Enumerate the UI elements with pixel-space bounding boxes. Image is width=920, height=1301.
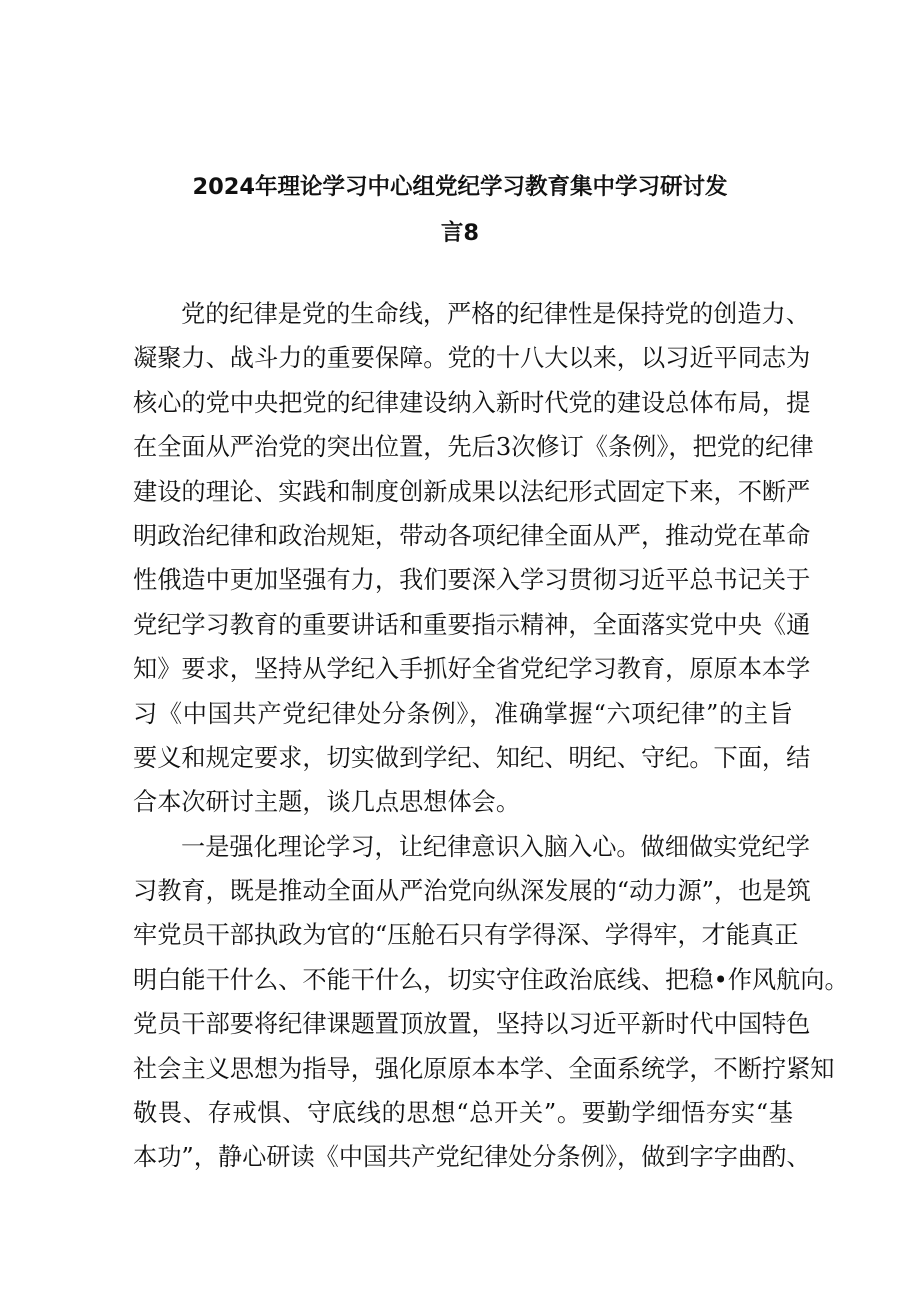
paragraph-line: 性俄造中更加坚强有力，我们要深入学习贯彻习近平总书记关于 xyxy=(133,566,811,595)
paragraph-line: 党的纪律是党的生命线，严格的纪律性是保持党的创造力、 xyxy=(181,300,810,328)
document-title-line-2: 言8 xyxy=(440,220,480,246)
paragraph-line: 凝聚力、战斗力的重要保障。党的十八大以来，以习近平同志为 xyxy=(133,344,811,373)
paragraph-line: 核心的党中央把党的纪律建设纳入新时代党的建设总体布局，提 xyxy=(133,388,811,417)
document-title-line-1: 2024年理论学习中心组党纪学习教育集中学习研讨发 xyxy=(192,174,728,200)
paragraph-line: 敬畏、存戒惧、守底线的思想“总开关”。要勤学细悟夯实“基 xyxy=(133,1099,793,1128)
paragraph-line: 建设的理论、实践和制度创新成果以法纪形式固定下来，不断严 xyxy=(133,477,811,506)
paragraph xyxy=(133,292,814,825)
paragraph-line: 合本次研讨主题，谈几点思想体会。 xyxy=(133,788,521,817)
paragraph-line: 社会主义思想为指导，强化原原本本学、全面系统学，不断拧紧知 xyxy=(133,1054,835,1083)
paragraph-line: 要义和规定要求，切实做到学纪、知纪、明纪、守纪。下面，结 xyxy=(133,743,811,772)
paragraph-line: 党纪学习教育的重要讲话和重要指示精神，全面落实党中央《通 xyxy=(133,610,811,639)
paragraph-line: 明白能干什么、不能干什么，切实守住政治底线、把稳•作风航向。 xyxy=(133,965,849,994)
paragraph-line: 知》要求，坚持从学纪入手抓好全省党纪学习教育，原原本本学 xyxy=(133,655,811,684)
paragraph-line: 在全面从严治党的突出位置，先后3次修订《条例》，把党的纪律 xyxy=(133,433,814,462)
paragraph-line: 本功”，静心研读《中国共产党纪律处分条例》，做到字字曲酌、 xyxy=(133,1143,811,1172)
paragraph-line: 一是强化理论学习，让纪律意识入脑入心。做细做实党纪学 xyxy=(181,832,810,861)
paragraph-line: 习《中国共产党纪律处分条例》，准确掌握“六项纪律”的主旨 xyxy=(133,699,793,728)
paragraph-line: 明政治纪律和政治规矩，带动各项纪律全面从严，推动党在革命 xyxy=(133,521,811,550)
document-body xyxy=(133,292,849,1180)
paragraph-line: 牢党员干部执政为官的“压舱石只有学得深、学得牢，才能真正 xyxy=(133,921,799,950)
paragraph-line: 习教育，既是推动全面从严治党向纵深发展的“动力源”，也是筑 xyxy=(133,877,811,906)
paragraph xyxy=(133,825,849,1180)
paragraph-line: 党员干部要将纪律课题置顶放置，坚持以习近平新时代中国特色 xyxy=(133,1010,811,1039)
